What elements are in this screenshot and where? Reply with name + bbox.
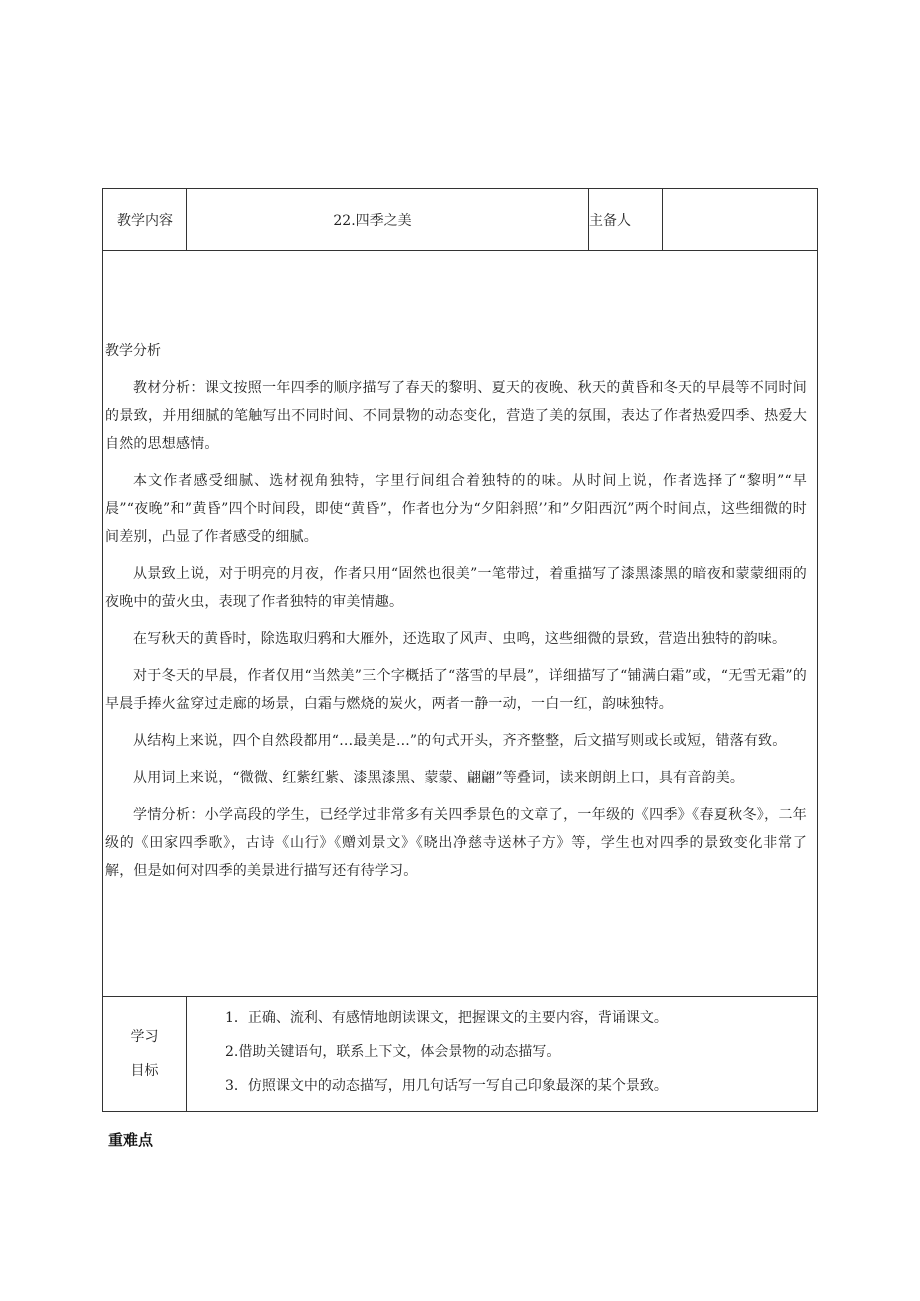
owner-value (663, 189, 818, 251)
lesson-plan-table (102, 188, 818, 1112)
analysis-paragraph: 从结构上来说，四个自然段都用“…最美是...”的句式开头，齐齐整整，后文描写则或长或短，错落有致。 (133, 733, 787, 749)
owner-label: 主备人 (589, 189, 663, 251)
lesson-title: 22.四季之美 (187, 189, 589, 251)
analysis-paragraph: 在写秋天的黄昏时，除选取归鸦和大雁外，还选取了风声、虫鸣，这些细微的景致，营造出独特的韵味。 (133, 631, 787, 647)
analysis-paragraph: 从景致上说，对于明亮的月夜，作者只用“固然也很美”一笔带过，着重描写了漆黑漆黑的暗夜和蒙蒙细雨的夜晚中的萤火虫，表现了作者独特的审美情趣。 (105, 566, 808, 610)
analysis-paragraph: 对于冬天的早晨，作者仅用“当然美”三个字概括了“落雪的早晨”，详细描写了“铺满白霜”或，“无雪无霜”的早晨手捧火盆穿过走廊的场景，白霜与燃烧的炭火，两者一静一动，一白一红，韵味独特。 (105, 668, 808, 712)
analysis-heading: 教学分析 (105, 343, 161, 359)
goals-list-cell (187, 997, 818, 1112)
analysis-row (103, 251, 818, 997)
goals-label-line2: 目标 (130, 1063, 159, 1079)
goal-item: 1．正确、流利、有感情地朗读课文，把握课文的主要内容，背诵课文。 (225, 1010, 668, 1026)
goals-label-line1: 学习 (130, 1029, 159, 1045)
analysis-cell (103, 251, 818, 997)
analysis-paragraph: 教材分析：课文按照一年四季的顺序描写了春天的黎明、夏天的夜晚、秋天的黄昏和冬天的早晨等不同时间的景致，并用细腻的笔触写出不同时间、不同景物的动态变化，营造了美的氛围，表达了作者热爱四季、热爱大自然的思想感情。 (105, 380, 808, 452)
goal-item: 3．仿照课文中的动态描写，用几句话写一写自己印象最深的某个景致。 (225, 1078, 668, 1094)
goals-row (103, 997, 818, 1112)
content-label: 教学内容 (103, 189, 187, 251)
analysis-paragraph: 本文作者感受细腻、选材视角独特，字里行间组合着独特的的味。从时间上说，作者选择了“黎明”“早晨”“夜晚”和”黄昏”四个时间段，即使“黄昏”，作者也分为“夕阳斜照’’和”夕阳西沉”两个时间点，这些细微的时间差别，凸显了作者感受的细腻。 (105, 473, 808, 545)
goal-item: 2.借助关键语句，联系上下文，体会景物的动态描写。 (225, 1044, 561, 1060)
key-difficulties-heading: 重难点 (108, 1131, 154, 1149)
goals-label-cell (103, 997, 187, 1112)
analysis-paragraph: 学情分析：小学高段的学生，已经学过非常多有关四季景色的文章了，一年级的《四季》《春夏秋冬》，二年级的《田家四季歌》，古诗《山行》《赠刘景文》《晓出净慈寺送林子方》等，学生也对四季的景致变化非常了解，但是如何对四季的美景进行描写还有待学习。 (105, 807, 808, 879)
header-row (103, 189, 818, 251)
analysis-paragraph: 从用词上来说，“微微、红紫红紫、漆黑漆黑、蒙蒙、翩翩”等叠词，读来朗朗上口，具有音韵美。 (133, 770, 745, 786)
